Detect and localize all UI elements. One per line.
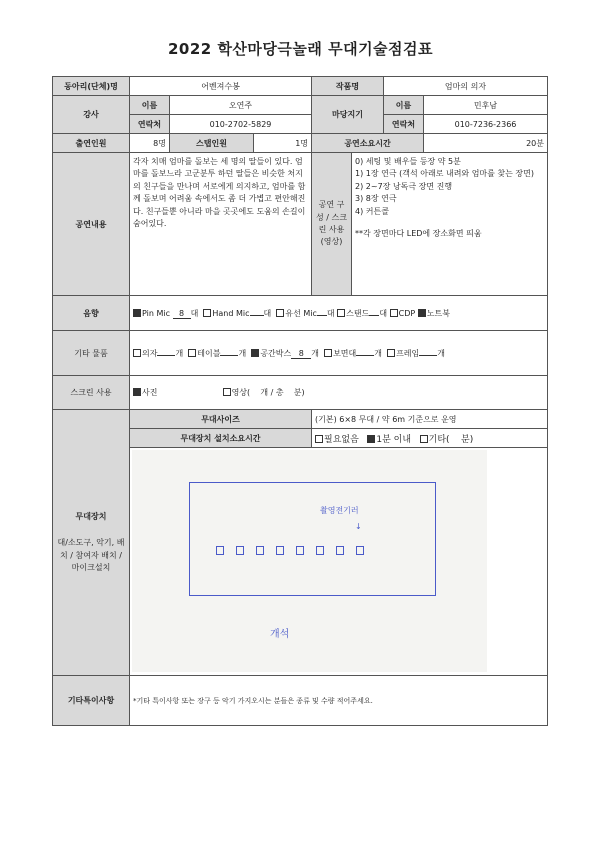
stand-count[interactable] (369, 315, 379, 316)
club-name-value: 어벤져수봉 (130, 77, 312, 96)
music-stand-checkbox[interactable] (324, 349, 332, 357)
laptop-checkbox[interactable] (418, 309, 426, 317)
box-mark (276, 546, 284, 555)
setup-one-min-checkbox[interactable] (367, 435, 375, 443)
performers-label: 출연인원 (53, 134, 130, 153)
setup-time-options: 필요없음 1분 이내 기타( 분) (312, 429, 548, 448)
stage-sketch-image (132, 450, 487, 672)
staff-value: 1명 (254, 134, 312, 153)
setup-other-checkbox[interactable] (420, 435, 428, 443)
composition-line: **각 장면마다 LED에 장소화면 띄움 (355, 228, 482, 238)
composition-line: 2) 2~7장 낭독극 장면 진행 (355, 181, 453, 191)
etc-items-label: 기타 물품 (53, 331, 130, 376)
club-name-label: 동아리(단체)명 (53, 77, 130, 96)
stand-checkbox[interactable] (337, 309, 345, 317)
instructor-contact-value: 010-2702-5829 (170, 115, 312, 134)
instructor-name-value: 오연주 (170, 96, 312, 115)
stage-size-label: 무대사이즈 (130, 410, 312, 429)
video-checkbox[interactable] (223, 388, 231, 396)
box-mark (256, 546, 264, 555)
setup-none-checkbox[interactable] (315, 435, 323, 443)
instructor-label: 강사 (83, 110, 99, 119)
sketch-audience-label: 개석 (270, 629, 290, 640)
arrow-icon: ↓ (355, 522, 362, 531)
staff-label: 스탭인원 (170, 134, 254, 153)
hand-mic-checkbox[interactable] (203, 309, 211, 317)
madang-name-value: 민후남 (424, 96, 548, 115)
duration-label: 공연소요시간 (312, 134, 424, 153)
stage-size-value: (기본) 6×8 무대 / 약 6m 기준으로 운영 (312, 410, 548, 429)
madang-contact-label: 연락처 (384, 115, 424, 134)
space-box-checkbox[interactable] (251, 349, 259, 357)
madang-contact-value: 010-7236-2366 (424, 115, 548, 134)
notes-label: 기타특이사항 (53, 676, 130, 726)
composition-value (352, 153, 548, 296)
pin-mic-count[interactable]: 8 (173, 309, 191, 319)
instructor-name-label: 이름 (130, 96, 170, 115)
duration-value: 20분 (424, 134, 548, 153)
composition-line: 3) 8장 연극 (355, 194, 397, 204)
box-mark (296, 546, 304, 555)
box-mark (216, 546, 224, 555)
stage-outline (189, 482, 436, 596)
sound-options: Pin Mic 8 대 Hand Mic 대 유선 Mic 대 스탠드 대 CDP 노트북 (130, 296, 548, 331)
etc-items-options: 의자 개 테이블 개 공간박스 8 개 보면대 개 프레임 개 (130, 331, 548, 376)
photo-checkbox[interactable] (133, 388, 141, 396)
screen-use-options: 사진 영상( 개 / 총 분) (130, 376, 548, 410)
stage-subtitle: 대/소도구, 악기, 배치 / 참여자 배치 / 마이크설치 (57, 538, 125, 572)
wired-mic-count[interactable] (317, 315, 327, 316)
box-mark (336, 546, 344, 555)
box-mark (356, 546, 364, 555)
setup-time-label: 무대장치 설치소요시간 (130, 429, 312, 448)
pin-mic-checkbox[interactable] (133, 309, 141, 317)
page-title: 2022 학산마당극놀래 무대기술점검표 (167, 40, 434, 58)
composition-line: 0) 세팅 및 배우들 등장 약 5분 (355, 157, 461, 166)
notes-value[interactable]: *기타 특이사항 또는 장구 등 악기 가지오시는 분들은 종류 및 수량 적어주세요. (130, 676, 548, 726)
hand-mic-count[interactable] (250, 315, 264, 316)
stage-title: 무대장치 (75, 511, 107, 521)
music-stand-count[interactable] (356, 355, 374, 356)
frame-checkbox[interactable] (387, 349, 395, 357)
box-mark (316, 546, 324, 555)
sound-label: 음향 (53, 296, 130, 331)
cdp-checkbox[interactable] (390, 309, 398, 317)
content-label: 공연내용 (53, 153, 130, 296)
chair-checkbox[interactable] (133, 349, 141, 357)
table-count[interactable] (220, 355, 238, 356)
wired-mic-checkbox[interactable] (276, 309, 284, 317)
composition-line: 1) 1장 연극 (객석 아래로 내려와 엄마를 찾는 장면) (355, 169, 535, 179)
space-box-count[interactable]: 8 (291, 349, 311, 359)
composition-label: 공연 구성 / 스크린 사용 (영상) (312, 153, 352, 296)
composition-line: 4) 커튼콜 (355, 206, 389, 216)
table-checkbox[interactable] (188, 349, 196, 357)
instructor-contact-label: 연락처 (130, 115, 170, 134)
checklist-table (52, 76, 548, 726)
chair-count[interactable] (157, 355, 175, 356)
performers-value: 8명 (130, 134, 170, 153)
stage-sketch-cell (130, 448, 548, 676)
stage-label (53, 410, 130, 676)
madang-name-label: 이름 (384, 96, 424, 115)
madang-staff-label: 마당지기 (312, 96, 384, 134)
frame-count[interactable] (419, 355, 437, 356)
content-value: 각자 치매 엄마를 돌보는 세 명의 딸들이 있다. 엄마를 돌보느라 고군분투 하던 딸들은 비슷한 처지의 친구들을 만나며 서로에게 의지하고, 엄마를 함께 돌보며 어려움 속에서도 좀 더 가볍고 편안해진다. 친구들뿐 아니라 마을 곳곳에도 도움의 손길이 숨어있다. (130, 153, 312, 296)
screen-use-label: 스크린 사용 (53, 376, 130, 410)
work-title-label: 작품명 (312, 77, 384, 96)
work-title-value: 엄마의 의자 (384, 77, 548, 96)
sketch-note: 촬영전기러 (320, 506, 359, 515)
box-mark (236, 546, 244, 555)
